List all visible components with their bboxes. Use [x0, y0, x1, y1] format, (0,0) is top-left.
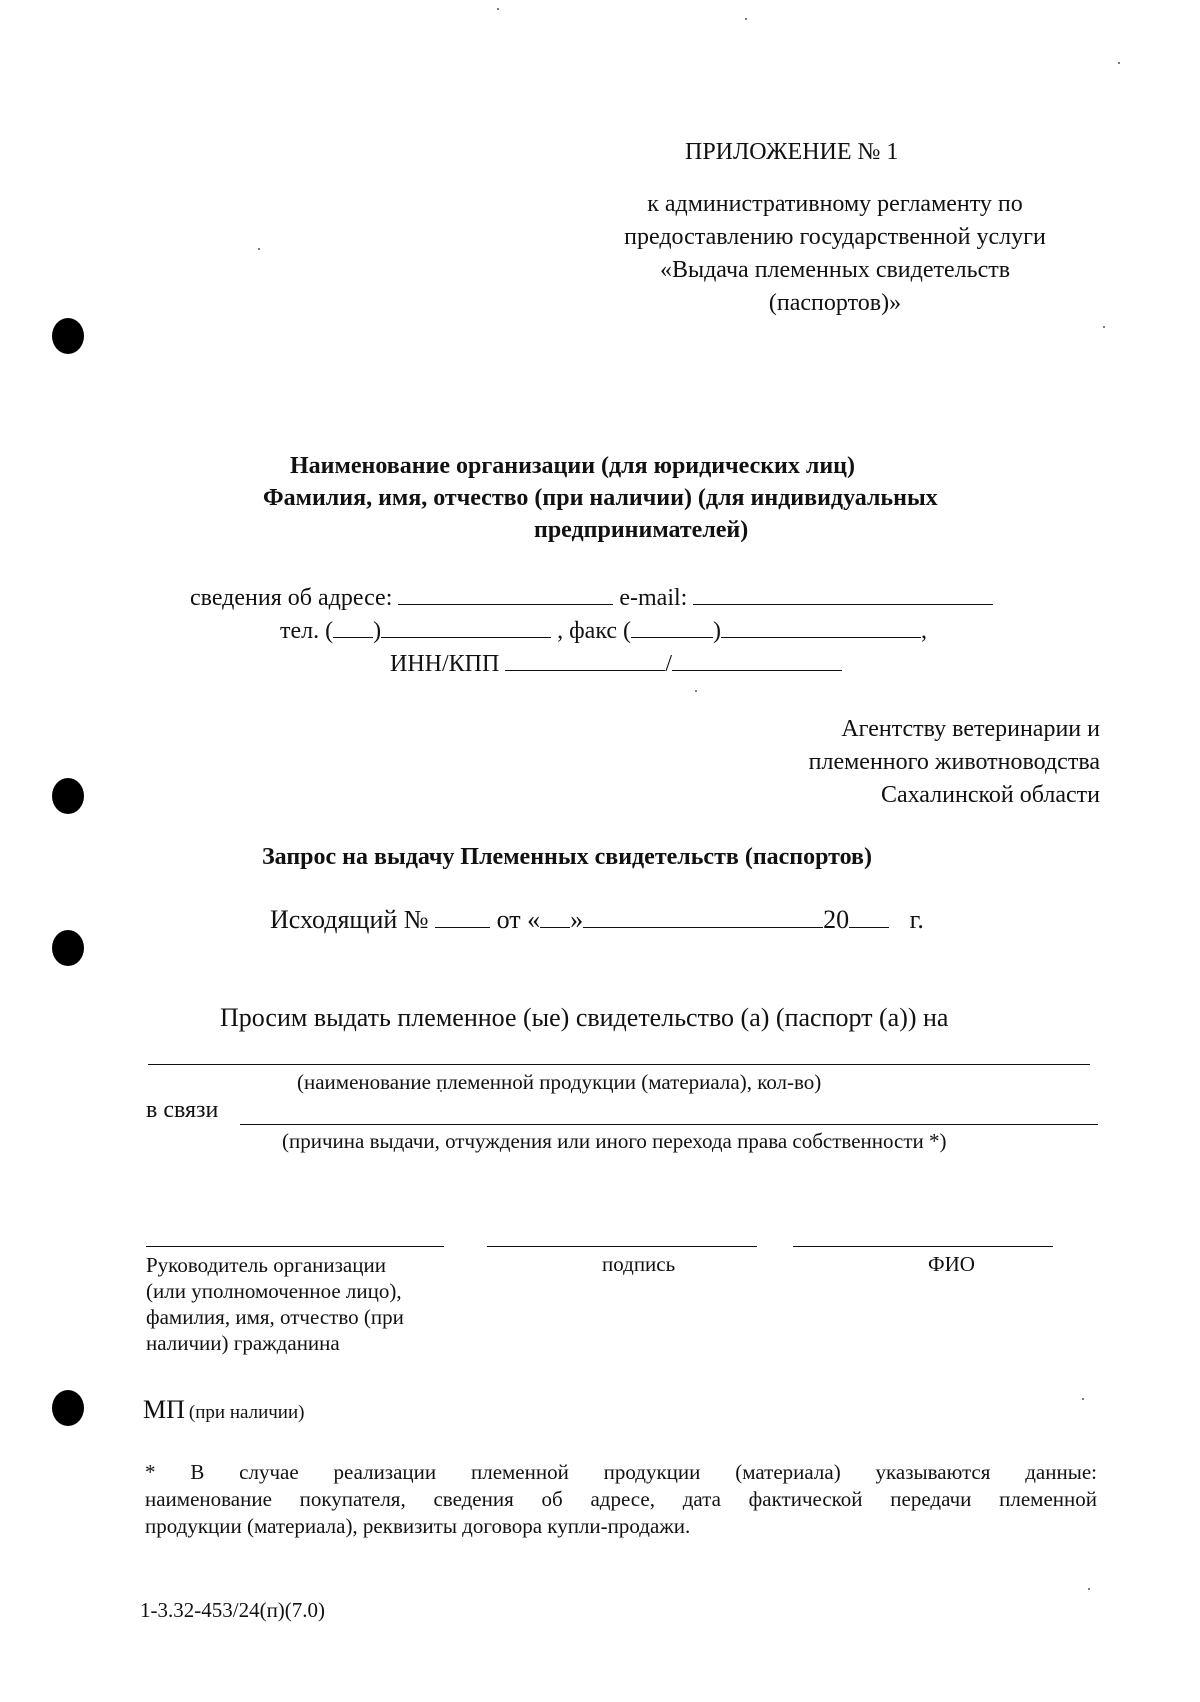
fax-code-field[interactable]	[631, 615, 713, 638]
kpp-field[interactable]	[672, 648, 842, 671]
year-suffix: г.	[909, 905, 924, 934]
scan-speck	[258, 248, 260, 250]
inn-separator: /	[665, 651, 673, 677]
phone-fax-row	[280, 615, 927, 645]
address-label: сведения об адресе:	[190, 585, 393, 611]
scan-speck	[1103, 326, 1105, 328]
scan-speck	[1118, 62, 1120, 64]
reason-caption: (причина выдачи, отчуждения или иного перехода права собственности *)	[282, 1129, 947, 1153]
seal-note: (при наличии)	[188, 1402, 305, 1423]
punch-hole	[52, 1390, 84, 1426]
phone-close: )	[373, 618, 382, 644]
entrepreneur-heading: предпринимателей)	[534, 517, 749, 543]
punch-hole	[52, 930, 84, 966]
head-caption-line: (или уполномоченное лицо),	[146, 1279, 402, 1303]
reference-line: к административному регламенту по	[647, 191, 1023, 217]
seal-row	[143, 1395, 304, 1425]
fax-label: , факс (	[557, 618, 632, 644]
day-field[interactable]	[540, 905, 570, 928]
punch-hole	[52, 318, 84, 354]
recipient-line: племенного животноводства	[808, 749, 1100, 775]
phone-label: тел. (	[280, 618, 334, 644]
scan-speck	[695, 690, 697, 692]
appendix-title: ПРИЛОЖЕНИЕ № 1	[685, 139, 899, 165]
from-label: от «	[496, 905, 541, 934]
person-name-heading: Фамилия, имя, отчество (при наличии) (для индивидуальных	[263, 485, 938, 511]
seal-label: МП	[143, 1395, 185, 1424]
head-caption-line: фамилия, имя, отчество (при	[146, 1305, 404, 1329]
trailing-comma: ,	[921, 618, 928, 644]
product-input-line[interactable]	[148, 1064, 1090, 1065]
signature-caption: подпись	[602, 1252, 676, 1276]
outgoing-label: Исходящий №	[270, 905, 429, 934]
scan-speck	[497, 8, 499, 10]
year-field[interactable]	[849, 905, 889, 928]
year-prefix: 20	[823, 905, 850, 934]
regulation-reference	[530, 188, 1140, 320]
document-code: 1-3.32-453/24(п)(7.0)	[140, 1598, 326, 1622]
recipient-line: Сахалинской области	[880, 782, 1100, 808]
head-caption-line: наличии) гражданина	[146, 1331, 340, 1355]
inn-field[interactable]	[505, 648, 665, 671]
inn-kpp-label: ИНН/КПП	[390, 651, 500, 677]
scan-speck	[1082, 1398, 1084, 1400]
phone-number-field[interactable]	[381, 615, 551, 638]
request-title: Запрос на выдачу Племенных свидетельств (паспортов)	[262, 844, 872, 870]
footnote-line: наименование покупателя, сведения об адресе, дата фактической передачи племенной	[145, 1487, 1097, 1511]
inn-kpp-row	[390, 648, 842, 678]
fax-close: )	[713, 618, 722, 644]
org-name-heading: Наименование организации (для юридических лиц)	[290, 453, 855, 479]
reason-input-line[interactable]	[240, 1124, 1098, 1125]
scan-speck	[745, 18, 747, 20]
footnote-line: продукции (материала), реквизиты договора купли-продажи.	[145, 1514, 691, 1538]
email-label: e-mail:	[619, 585, 688, 611]
head-caption	[146, 1252, 404, 1356]
address-row	[190, 582, 993, 612]
email-field[interactable]	[693, 582, 993, 605]
reference-line: предоставлению государственной услуги	[624, 224, 1046, 250]
footnote-line: * В случае реализации племенной продукции (материала) указываются данные:	[145, 1460, 1097, 1484]
request-body: Просим выдать племенное (ые) свидетельство (а) (паспорт (а)) на	[220, 1003, 949, 1032]
recipient-line: Агентству ветеринарии и	[841, 716, 1100, 742]
reference-line: (паспортов)»	[768, 290, 902, 316]
address-field[interactable]	[398, 582, 613, 605]
month-field[interactable]	[583, 905, 823, 928]
outgoing-number-field[interactable]	[435, 905, 490, 928]
outgoing-row	[270, 905, 924, 935]
punch-hole	[52, 778, 84, 814]
recipient-block	[809, 713, 1100, 812]
reason-label: в связи	[146, 1097, 219, 1123]
phone-code-field[interactable]	[333, 615, 373, 638]
signature-line[interactable]	[487, 1246, 757, 1247]
fio-line[interactable]	[793, 1246, 1053, 1247]
product-caption: (наименование племенной продукции (материала), кол-во)	[297, 1070, 822, 1094]
reference-line: «Выдача племенных свидетельств	[659, 257, 1011, 283]
scan-speck	[1088, 1588, 1090, 1590]
head-caption-line: Руководитель организации	[146, 1253, 386, 1277]
fio-caption: ФИО	[928, 1252, 975, 1276]
footnote	[145, 1459, 1097, 1540]
head-signature-line[interactable]	[146, 1246, 444, 1247]
quote-close: »	[570, 905, 584, 934]
fax-number-field[interactable]	[721, 615, 921, 638]
